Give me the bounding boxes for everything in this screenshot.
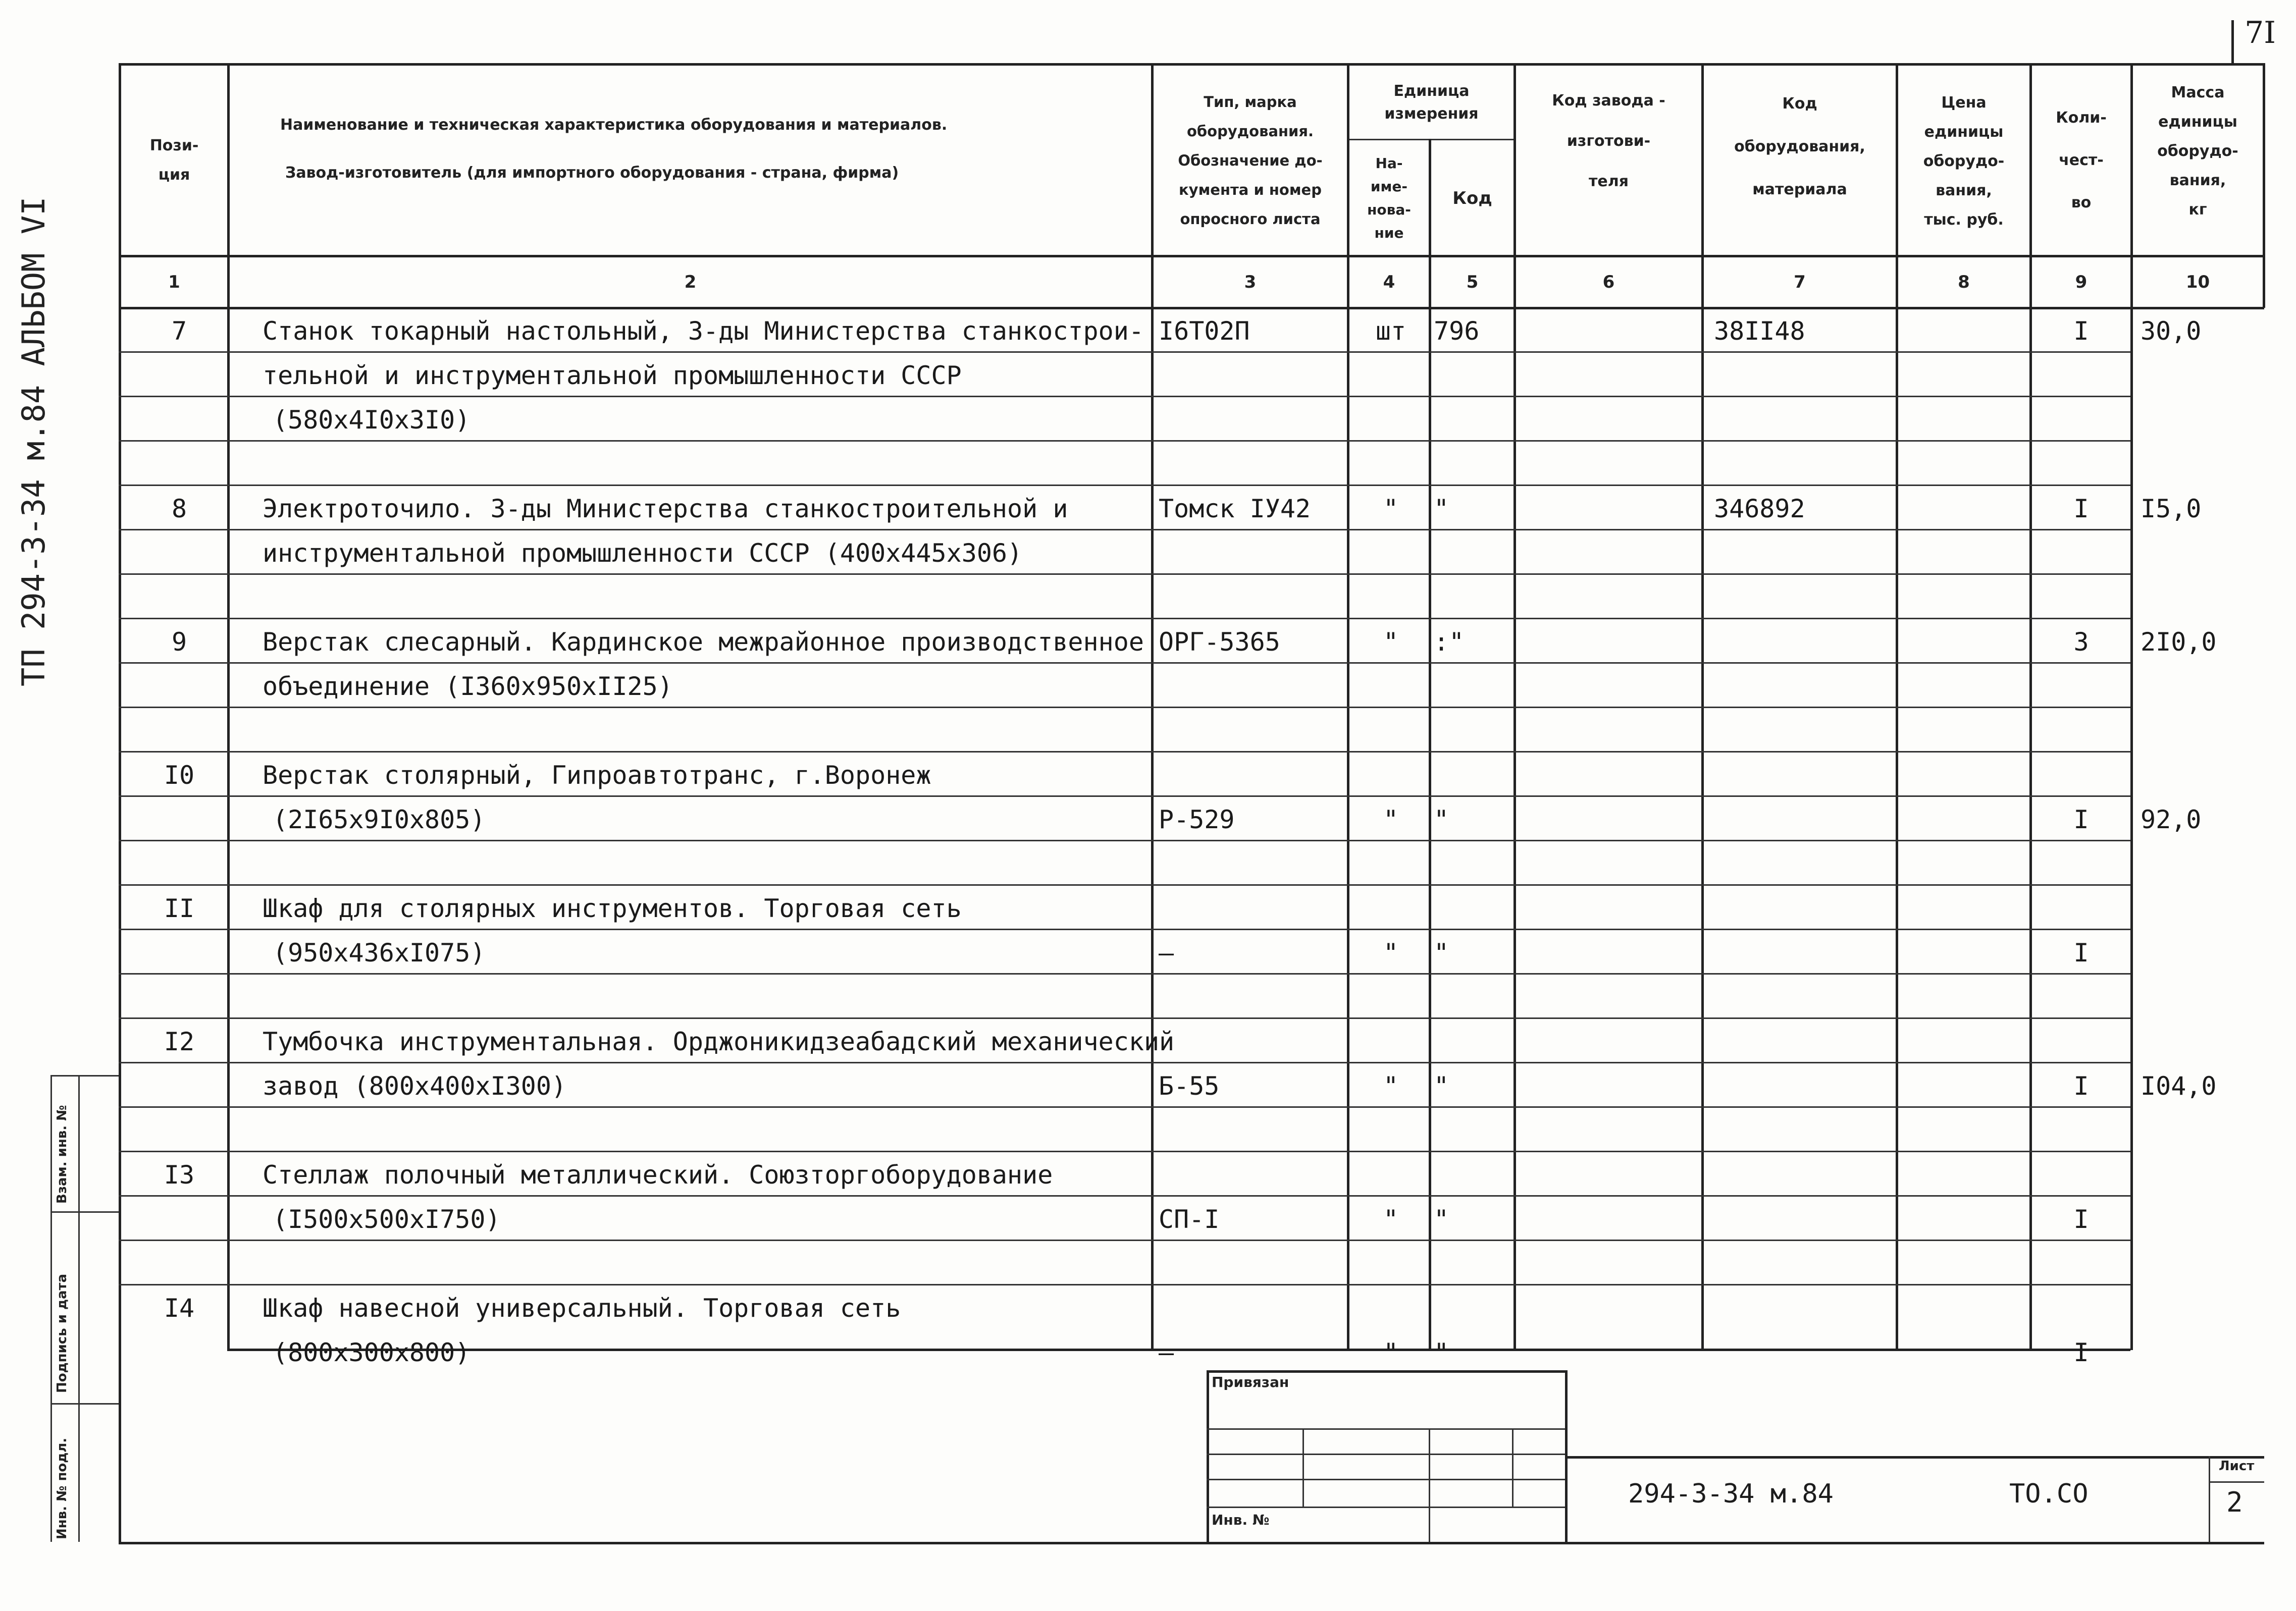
cell-equipment-code [1714,975,1896,1019]
cell-quantity: I [2073,938,2089,968]
cell-plant-code [1520,620,1701,664]
cell-equipment-code [1714,842,1896,886]
cell-equipment-code [1714,886,1896,931]
cell-mass [2141,753,2262,797]
cell-price [1901,442,2029,487]
cell-plant-code [1520,487,1701,531]
cell-type [1159,842,1345,886]
cell-type [1159,975,1345,1019]
cell-position [131,797,227,842]
cell-position: I2 [164,1027,195,1056]
cell-mass [2141,931,2262,975]
cell-name [263,975,1151,1019]
cell-name: Верстак слесарный. Кардинское межрайонное производственное [263,627,1144,657]
cell-mass: I5,0 [2141,494,2202,523]
cell-position [131,842,227,886]
cell-price [1901,1197,2029,1242]
cell-unit-code [1434,886,1514,931]
sheet-number: 2 [2226,1486,2243,1518]
cell-type [1159,398,1345,442]
title-block-bound: Привязан [1212,1374,1289,1390]
stamp-label-inventory: Инв. № подл. [55,1437,70,1539]
cell-price [1901,753,2029,797]
cell-unit-name [1353,842,1429,886]
cell-unit-name [1353,398,1429,442]
cell-plant-code [1520,1153,1701,1197]
cell-equipment-code [1714,1019,1896,1064]
cell-type [1159,753,1345,797]
cell-plant-code [1520,1286,1701,1330]
cell-position [131,353,227,398]
header-position: Пози- ция [149,136,199,184]
cell-unit-name [1353,886,1429,931]
cell-unit-name [1353,1108,1429,1153]
header-type: Тип, марка оборудования. Обозначение до- кумента и номер опросного листа [1178,93,1323,228]
cell-unit-name [1353,1019,1429,1064]
column-number: 1 [168,272,180,292]
cell-mass [2141,531,2262,575]
cell-price [1901,1108,2029,1153]
cell-plant-code [1520,709,1701,753]
cell-mass [2141,1286,2262,1330]
cell-equipment-code [1714,709,1896,753]
cell-unit-name: " [1383,805,1399,834]
cell-price [1901,664,2029,709]
cell-price [1901,1064,2029,1108]
cell-unit-name [1353,1286,1429,1330]
cell-type: – [1159,938,1174,968]
cell-equipment-code [1714,753,1896,797]
cell-equipment-code [1714,575,1896,620]
cell-name: завод (800х400хI300) [263,1071,567,1101]
header-unit-price: Цена единицы оборудо- вания, тыс. руб. [1923,94,2005,229]
cell-mass [2141,1330,2262,1375]
cell-type [1159,1019,1345,1064]
cell-plant-code [1520,1064,1701,1108]
title-block-inv-no: Инв. № [1212,1512,1270,1528]
cell-price [1901,620,2029,664]
cell-price [1901,886,2029,931]
cell-unit-code [1434,398,1514,442]
cell-equipment-code [1714,1197,1896,1242]
cell-unit-code [1434,531,1514,575]
cell-mass [2141,575,2262,620]
document-code: 294-3-34 м.84 [1628,1479,1834,1509]
cell-unit-code: " [1434,1205,1449,1234]
cell-equipment-code [1714,1064,1896,1108]
cell-unit-name [1353,709,1429,753]
cell-position [131,1197,227,1242]
cell-unit-code: " [1434,805,1449,834]
cell-mass [2141,709,2262,753]
cell-mass [2141,1242,2262,1286]
column-number: 3 [1244,272,1257,292]
cell-name [263,842,1151,886]
cell-quantity [2032,886,2130,931]
cell-plant-code [1520,797,1701,842]
cell-plant-code [1520,442,1701,487]
column-number: 9 [2075,272,2088,292]
cell-unit-name: " [1383,1338,1399,1367]
cell-name [263,575,1151,620]
header-unit-name: На- име- нова- ние [1367,154,1411,241]
cell-unit-code [1434,1153,1514,1197]
cell-unit-name [1353,1242,1429,1286]
cell-equipment-code [1714,797,1896,842]
cell-quantity [2032,1153,2130,1197]
column-number: 6 [1602,272,1615,292]
cell-equipment-code [1714,1242,1896,1286]
cell-plant-code [1520,664,1701,709]
cell-unit-name [1353,1153,1429,1197]
stamp-label-signature: Подпись и дата [55,1273,70,1393]
column-number: 8 [1958,272,1970,292]
cell-unit-name: " [1383,938,1399,968]
cell-equipment-code [1714,931,1896,975]
cell-price [1901,309,2029,353]
cell-price [1901,1242,2029,1286]
cell-position: I4 [164,1294,195,1323]
cell-mass [2141,442,2262,487]
cell-unit-name [1353,442,1429,487]
cell-type [1159,1153,1345,1197]
cell-price [1901,709,2029,753]
cell-unit-name [1353,575,1429,620]
cell-quantity [2032,975,2130,1019]
cell-position [131,575,227,620]
cell-unit-name [1353,753,1429,797]
cell-mass [2141,886,2262,931]
cell-quantity [2032,842,2130,886]
cell-type [1159,664,1345,709]
cell-quantity: 3 [2073,627,2089,657]
cell-name: (2I65х9I0х805) [273,805,486,834]
header-plant-code: Код завода - изготови- теля [1552,92,1665,190]
cell-mass [2141,1108,2262,1153]
page-number: 7I [2245,15,2276,50]
cell-unit-code [1434,753,1514,797]
cell-unit-code: " [1434,1338,1449,1367]
header-mass: Масса единицы оборудо- вания, кг [2157,84,2238,219]
cell-name: Шкаф навесной универсальный. Торговая сеть [263,1294,901,1323]
cell-type [1159,709,1345,753]
cell-type: СП-I [1159,1205,1220,1234]
cell-plant-code [1520,1019,1701,1064]
cell-position: 7 [171,316,187,346]
header-name [230,66,1151,255]
cell-type: ОРГ-5365 [1159,627,1280,657]
cell-quantity: I [2073,1071,2089,1101]
cell-type [1159,1286,1345,1330]
cell-type [1159,531,1345,575]
cell-unit-code [1434,1242,1514,1286]
cell-unit-code: " [1434,938,1449,968]
cell-plant-code [1520,309,1701,353]
cell-plant-code [1520,931,1701,975]
cell-price [1901,398,2029,442]
cell-plant-code [1520,842,1701,886]
cell-name: (800х300х800) [273,1338,471,1367]
cell-unit-code: " [1434,494,1449,523]
document-mark: ТО.СО [2009,1479,2089,1509]
column-number: 10 [2185,272,2210,292]
cell-name: Шкаф для столярных инструментов. Торговая сеть [263,894,962,923]
column-number: 2 [684,272,697,292]
cell-quantity [2032,1286,2130,1330]
cell-name: Стеллаж полочный металлический. Союзторгоборудование [263,1160,1053,1190]
cell-plant-code [1520,886,1701,931]
cell-price [1901,842,2029,886]
cell-mass [2141,975,2262,1019]
cell-type [1159,1242,1345,1286]
cell-position: 8 [171,494,187,523]
cell-price [1901,487,2029,531]
cell-quantity [2032,753,2130,797]
cell-unit-name [1353,531,1429,575]
cell-price [1901,575,2029,620]
cell-quantity: I [2073,1205,2089,1234]
cell-name: инструментальной промышленности СССР (400х445х306) [263,539,1023,568]
header-quantity: Коли- чест- во [2056,109,2107,211]
cell-plant-code [1520,398,1701,442]
cell-price [1901,975,2029,1019]
cell-position [131,1242,227,1286]
cell-unit-code: 796 [1434,316,1480,346]
cell-equipment-code [1714,442,1896,487]
cell-unit-code [1434,353,1514,398]
cell-plant-code [1520,1330,1701,1375]
cell-unit-name: " [1383,1071,1399,1101]
cell-type [1159,442,1345,487]
cell-plant-code [1520,1242,1701,1286]
cell-position: 9 [171,627,187,657]
column-number: 7 [1794,272,1806,292]
cell-type: Б-55 [1159,1071,1220,1101]
cell-price [1901,797,2029,842]
cell-unit-name [1353,353,1429,398]
cell-plant-code [1520,975,1701,1019]
cell-mass [2141,664,2262,709]
cell-equipment-code [1714,620,1896,664]
cell-equipment-code [1714,1153,1896,1197]
cell-position [131,931,227,975]
cell-unit-code [1434,575,1514,620]
cell-quantity [2032,1242,2130,1286]
column-number: 5 [1466,272,1479,292]
cell-unit-code [1434,1019,1514,1064]
cell-quantity [2032,709,2130,753]
column-number: 4 [1383,272,1395,292]
cell-equipment-code [1714,664,1896,709]
cell-name: тельной и инструментальной промышленности СССР [263,361,962,390]
header-equipment-code: Код оборудования, материала [1734,94,1865,198]
cell-plant-code [1520,1108,1701,1153]
cell-mass [2141,353,2262,398]
header-name-line1: Наименование и техническая характеристика оборудования и материалов. [280,116,948,134]
cell-mass: 92,0 [2141,805,2202,834]
cell-position: I3 [164,1160,195,1190]
cell-unit-name [1353,664,1429,709]
cell-type: Р-529 [1159,805,1235,834]
cell-price [1901,931,2029,975]
cell-unit-code [1434,664,1514,709]
cell-price [1901,1153,2029,1197]
cell-name [263,1242,1151,1286]
cell-mass: I04,0 [2141,1071,2217,1101]
cell-equipment-code [1714,1330,1896,1375]
cell-quantity [2032,531,2130,575]
cell-mass [2141,1019,2262,1064]
cell-price [1901,353,2029,398]
cell-name [263,442,1151,487]
stamp-label-replacement: Взам. инв. № [55,1105,70,1204]
cell-unit-code: :" [1434,627,1465,657]
cell-type: I6T02П [1159,316,1250,346]
cell-plant-code [1520,575,1701,620]
cell-type [1159,575,1345,620]
cell-unit-code: " [1434,1071,1449,1101]
cell-mass [2141,1153,2262,1197]
cell-name: Станок токарный настольный, З-ды Министерства станкострои- [263,316,1144,346]
cell-quantity [2032,575,2130,620]
cell-position [131,975,227,1019]
cell-unit-code [1434,709,1514,753]
cell-plant-code [1520,753,1701,797]
cell-name: Верстак столярный, Гипроавтотранс, г.Воронеж [263,761,931,790]
cell-position: I0 [164,761,195,790]
cell-position [131,442,227,487]
cell-quantity [2032,1019,2130,1064]
cell-name: (950х436хI075) [273,938,486,968]
cell-quantity [2032,1108,2130,1153]
cell-name [263,1108,1151,1153]
cell-name: Тумбочка инструментальная. Орджоникидзеабадский механический [263,1027,1175,1056]
cell-type [1159,886,1345,931]
cell-mass: 2I0,0 [2141,627,2217,657]
cell-equipment-code [1714,353,1896,398]
cell-type: – [1159,1338,1174,1367]
cell-position [131,709,227,753]
cell-position: II [164,894,195,923]
cell-mass [2141,842,2262,886]
cell-unit-name: " [1383,627,1399,657]
cell-type: Томск IУ42 [1159,494,1311,523]
cell-unit-code [1434,1108,1514,1153]
cell-equipment-code: 346892 [1714,494,1805,523]
cell-name [263,709,1151,753]
cell-quantity [2032,442,2130,487]
cell-equipment-code [1714,531,1896,575]
page-number-rule [2231,20,2234,66]
header-unit-group: Единица измерения [1384,82,1479,123]
cell-name: (580х4I0х3I0) [273,405,471,435]
cell-price [1901,1286,2029,1330]
cell-position [131,1064,227,1108]
cell-mass [2141,398,2262,442]
cell-type [1159,353,1345,398]
cell-unit-name [1353,975,1429,1019]
cell-name: (I500х500хI750) [273,1205,501,1234]
cell-unit-code [1434,1286,1514,1330]
cell-unit-code [1434,442,1514,487]
cell-quantity [2032,664,2130,709]
cell-plant-code [1520,1197,1701,1242]
cell-equipment-code [1714,1286,1896,1330]
cell-equipment-code [1714,1108,1896,1153]
cell-price [1901,531,2029,575]
cell-name: объединение (I360х950хII25) [263,672,673,701]
cell-position [131,398,227,442]
cell-quantity [2032,398,2130,442]
header-name-line2: Завод-изготовитель (для импортного оборудования - страна, фирма) [285,164,899,182]
cell-unit-name: " [1383,494,1399,523]
cell-price [1901,1019,2029,1064]
cell-type [1159,1108,1345,1153]
cell-quantity: I [2073,316,2089,346]
cell-quantity: I [2073,805,2089,834]
cell-mass [2141,1197,2262,1242]
document-side-title: ТП 294-3-34 м.84 АЛЬБОМ VI [15,196,52,686]
cell-quantity [2032,353,2130,398]
cell-unit-code [1434,975,1514,1019]
cell-unit-name: шт [1375,316,1406,346]
header-unit-code: Код [1452,188,1492,208]
cell-quantity: I [2073,494,2089,523]
cell-name: Электроточило. З-ды Министерства станкостроительной и [263,494,1068,523]
cell-position [131,531,227,575]
sheet-label: Лист [2219,1459,2255,1474]
cell-unit-name: " [1383,1205,1399,1234]
cell-mass: 30,0 [2141,316,2202,346]
cell-plant-code [1520,353,1701,398]
cell-position [131,1330,227,1375]
cell-quantity: I [2073,1338,2089,1367]
cell-plant-code [1520,531,1701,575]
cell-price [1901,1330,2029,1375]
cell-unit-code [1434,842,1514,886]
cell-equipment-code: 38II48 [1714,316,1805,346]
cell-position [131,1108,227,1153]
cell-position [131,664,227,709]
cell-equipment-code [1714,398,1896,442]
